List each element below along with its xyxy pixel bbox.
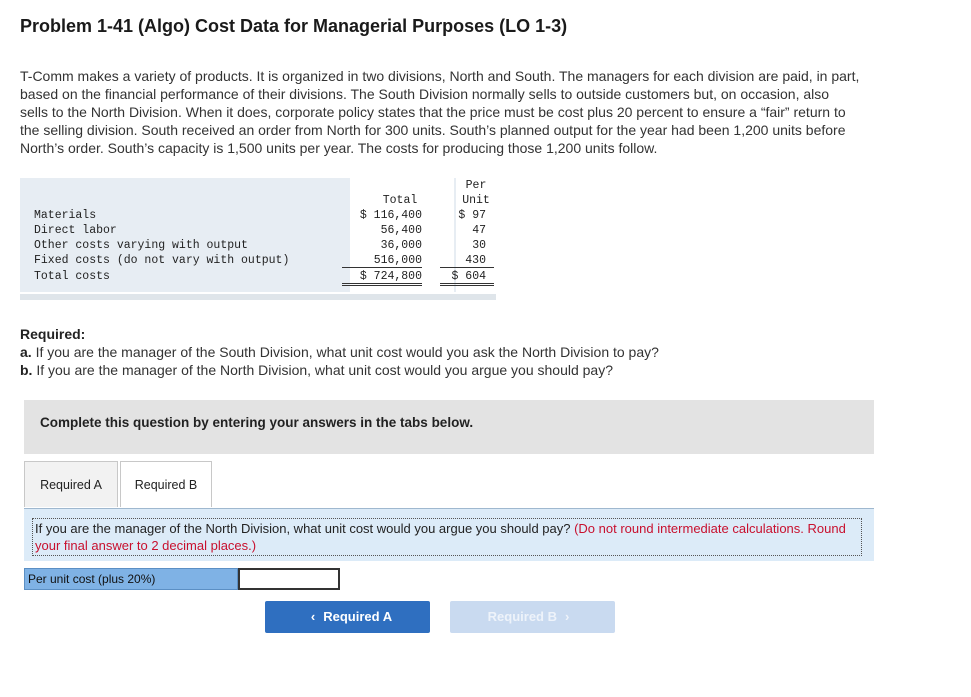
row-label-total-costs: Total costs [34,270,110,283]
cell-total-direct-labor: 56,400 [380,224,422,237]
question-text-block [32,518,862,556]
chevron-right-icon: › [565,609,570,624]
header-unit: Unit [462,194,490,207]
cell-total-fixed-costs: 516,000 [342,254,422,268]
prev-button-label: Required A [323,609,393,624]
cell-total-materials: $ 116,400 [359,209,422,222]
question-note: (Do not round intermediate calculations. Round your final answer to 2 decimal places.) [35,521,846,553]
problem-description [20,67,965,157]
cell-unit-fixed-costs: 430 [440,254,494,268]
table-bottom-bar [20,294,496,300]
cell-unit-direct-labor: 47 [472,224,486,237]
instructions-box [24,400,874,454]
cell-unit-total-costs: $ 604 [440,270,494,286]
next-button-label: Required B [487,609,557,624]
required-b-prefix: b. [20,362,33,378]
tab-required-a[interactable]: Required A [24,461,118,507]
header-total: Total [382,194,418,207]
row-label-direct-labor: Direct labor [34,224,117,237]
required-section [20,325,659,379]
cell-total-other-costs: 36,000 [380,239,422,252]
next-required-b-button[interactable] [450,601,615,633]
problem-line: sells to the North Division. When it does, corporate policy states that the price must be cost plus 20 percent to ensure a “fair” return to [20,104,846,120]
chevron-left-icon: ‹ [310,609,316,624]
cell-total-total-costs: $ 724,800 [342,270,422,286]
required-a-prefix: a. [20,344,32,360]
answer-label: Per unit cost (plus 20%) [24,568,238,590]
previous-required-a-button[interactable] [265,601,430,633]
instructions-text: Complete this question by entering your answers in the tabs below. [40,415,474,430]
per-unit-cost-input[interactable] [238,568,340,590]
problem-line: the selling division. South received an order from North for 300 units. South’s planned output for the year had been 1,200 units before [20,122,846,138]
problem-line: North’s order. South’s capacity is 1,500 units per year. The costs for producing those 1,200 units follow. [20,140,658,156]
row-label-other-costs: Other costs varying with output [34,239,248,252]
page-title: Problem 1-41 (Algo) Cost Data for Managerial Purposes (LO 1-3) [20,16,568,36]
required-b-text: If you are the manager of the North Division, what unit cost would you argue you should pay? [32,362,614,378]
question-box [24,508,874,561]
cost-table [20,178,496,300]
tab-required-b[interactable]: Required B [120,461,212,507]
problem-line: T-Comm makes a variety of products. It is organized in two divisions, North and South. The managers for each division are paid, in part, [20,68,860,84]
required-heading: Required: [20,326,86,342]
header-per: Per [465,179,487,192]
question-text: If you are the manager of the North Division, what unit cost would you argue you should pay? [35,521,575,536]
problem-line: based on the financial performance of their divisions. The South Division normally sells to outside customers but, on occasion, also [20,86,830,102]
cell-unit-other-costs: 30 [472,239,486,252]
row-label-fixed-costs: Fixed costs (do not vary with output) [34,254,290,267]
row-label-materials: Materials [34,209,97,222]
cell-unit-materials: $ 97 [458,209,486,222]
required-a-text: If you are the manager of the South Division, what unit cost would you ask the North Division to pay? [31,344,659,360]
